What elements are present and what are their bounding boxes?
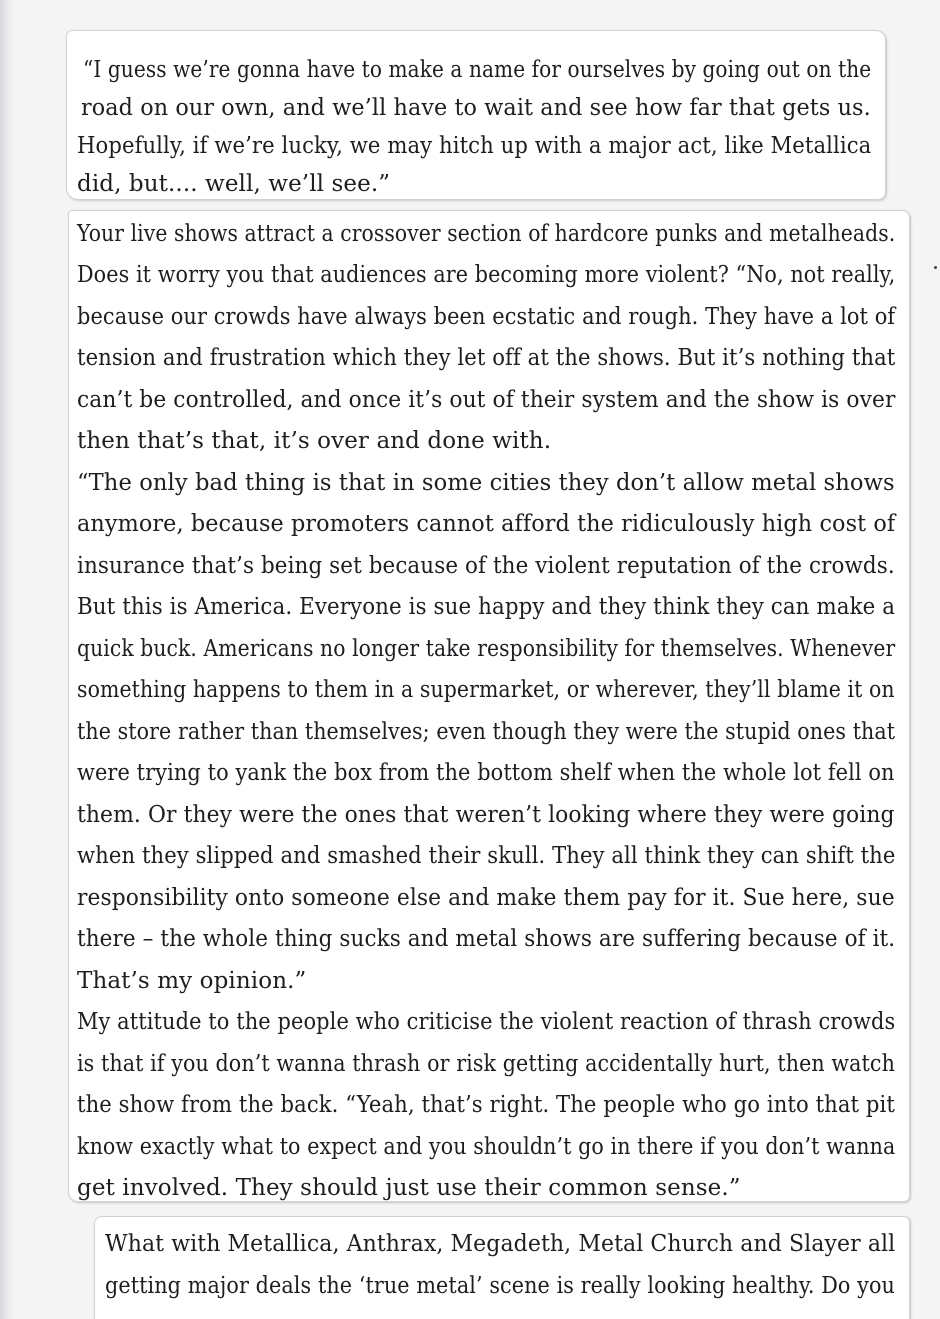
text-line: That’s my opinion.” <box>77 968 307 994</box>
text-line: anymore, because promoters cannot afford the ridiculously high cost of <box>77 511 896 537</box>
text-line: get involved. They should just use their common sense.” <box>77 1175 741 1201</box>
page-binding-edge <box>0 0 14 1319</box>
text-line: “The only bad thing is that in some cities they don’t allow metal shows <box>77 470 895 496</box>
text-line: My attitude to the people who criticise the violent reaction of thrash crowds <box>77 1009 896 1035</box>
text-line: Hopefully, if we’re lucky, we may hitch up with a major act, like Metallica <box>77 133 872 159</box>
text-line: responsibility onto someone else and make them pay for it. Sue here, sue <box>77 885 895 911</box>
text-line: there – the whole thing sucks and metal shows are suffering because of it. <box>77 926 896 952</box>
text-clipping-3 <box>94 1216 910 1319</box>
text-line: can’t be controlled, and once it’s out of their system and the show is over <box>77 387 896 413</box>
text-line: when they slipped and smashed their skull. They all think they can shift the <box>77 843 896 869</box>
paper-speck <box>934 266 937 269</box>
text-clipping-1 <box>66 30 886 200</box>
text-line: the store rather than themselves; even though they were the stupid ones that <box>77 719 896 745</box>
text-line: were trying to yank the box from the bottom shelf when the whole lot fell on <box>77 760 895 786</box>
text-line: because our crowds have always been ecstatic and rough. They have a lot of <box>77 304 896 330</box>
text-line: know exactly what to expect and you shouldn’t go in there if you don’t wanna <box>77 1134 896 1160</box>
text-line: “I guess we’re gonna have to make a name for ourselves by going out on the <box>83 57 872 83</box>
text-line: quick buck. Americans no longer take responsibility for themselves. Whenever <box>77 636 896 662</box>
text-line: But this is America. Everyone is sue happy and they think they can make a <box>77 594 896 620</box>
text-line: then that’s that, it’s over and done with. <box>77 428 552 454</box>
text-line: Does it worry you that audiences are becoming more violent? “No, not really, <box>77 262 896 288</box>
text-line: something happens to them in a supermarket, or wherever, they’ll blame it on <box>77 677 895 703</box>
text-line: is that if you don’t wanna thrash or risk getting accidentally hurt, then watch <box>77 1051 895 1077</box>
text-line: the show from the back. “Yeah, that’s right. The people who go into that pit <box>77 1092 895 1118</box>
text-clipping-2 <box>68 210 910 1202</box>
text-line: getting major deals the ‘true metal’ scene is really looking healthy. Do you <box>105 1273 895 1299</box>
text-line: did, but.... well, we’ll see.” <box>77 171 391 197</box>
text-line: Your live shows attract a crossover section of hardcore punks and metalheads. <box>77 221 896 247</box>
text-line: insurance that’s being set because of the violent reputation of the crowds. <box>77 553 895 579</box>
text-line: road on our own, and we’ll have to wait and see how far that gets us. <box>81 95 871 121</box>
text-line: What with Metallica, Anthrax, Megadeth, Metal Church and Slayer all <box>105 1231 896 1257</box>
text-line: tension and frustration which they let off at the shows. But it’s nothing that <box>77 345 896 371</box>
text-line: them. Or they were the ones that weren’t looking where they were going <box>77 802 895 828</box>
